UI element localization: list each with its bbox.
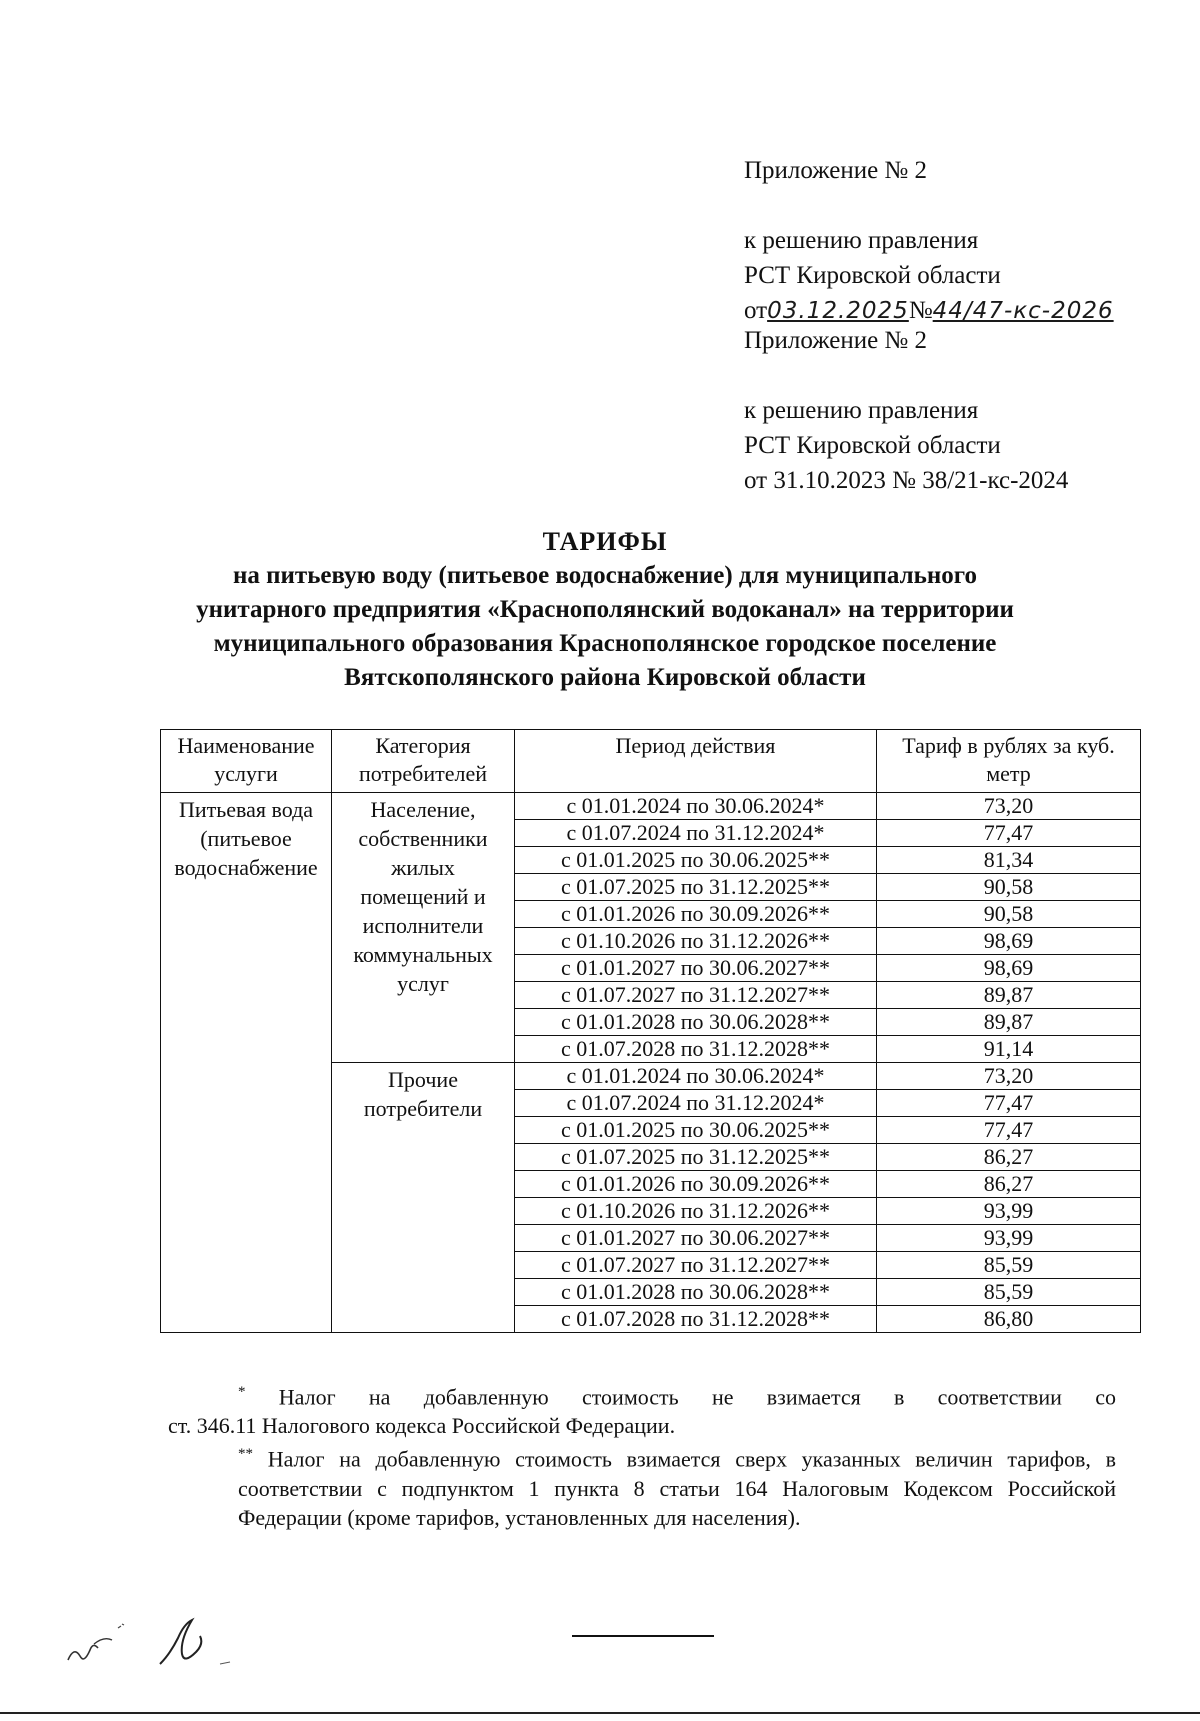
footnote-1-line1: Налог на добавленную стоимость не взимается в соответствии со — [278, 1384, 1116, 1410]
footnote-1-cont: ст. 346.11 Налогового кодекса Российской Федерации. — [168, 1413, 676, 1439]
tariff-cell: 86,27 — [877, 1171, 1141, 1198]
tariff-cell: 86,27 — [877, 1144, 1141, 1171]
annex-new-from-label: от — [744, 297, 768, 324]
tariff-cell: 86,80 — [877, 1306, 1141, 1333]
tariff-cell: 98,69 — [877, 928, 1141, 955]
tariff-cell: 81,34 — [877, 847, 1141, 874]
tariff-cell: 77,47 — [877, 1117, 1141, 1144]
tariff-cell: 91,14 — [877, 1036, 1141, 1063]
tariff-table — [160, 729, 1141, 1333]
header-period: Период действия — [515, 730, 877, 793]
annex-new-block — [744, 153, 1114, 329]
tariff-cell: 93,99 — [877, 1225, 1141, 1252]
header-tariff: Тариф в рублях за куб. метр — [877, 730, 1141, 793]
annex-new-title: Приложение № 2 — [744, 157, 928, 184]
consumer-category-cell: Население, собственники жилых помещений и исполнители коммунальных услуг — [332, 793, 515, 1063]
annex-new-handwritten-number: 44/47-кс-2026 — [932, 298, 1114, 324]
period-cell: с 01.01.2025 по 30.06.2025** — [515, 1117, 877, 1144]
heading-line1: на питьевую воду (питьевое водоснабжение) для муниципального — [232, 562, 978, 589]
tariff-cell: 73,20 — [877, 1063, 1141, 1090]
period-cell: с 01.10.2026 по 31.12.2026** — [515, 928, 877, 955]
period-cell: с 01.07.2028 по 31.12.2028** — [515, 1036, 877, 1063]
tariff-cell: 98,69 — [877, 955, 1141, 982]
period-cell: с 01.07.2025 по 31.12.2025** — [515, 1144, 877, 1171]
heading-main: ТАРИФЫ — [542, 527, 668, 556]
tariff-cell: 73,20 — [877, 793, 1141, 820]
annex-old-line1: к решению правления — [744, 397, 979, 424]
annex-old-block — [744, 323, 1068, 498]
period-cell: с 01.01.2027 по 30.06.2027** — [515, 955, 877, 982]
tariff-cell: 77,47 — [877, 1090, 1141, 1117]
heading-line3: муниципального образования Краснополянское городское поселение — [213, 630, 997, 657]
tariff-cell: 90,58 — [877, 874, 1141, 901]
annex-new-line1: к решению правления — [744, 227, 979, 254]
period-cell: с 01.07.2028 по 31.12.2028** — [515, 1306, 877, 1333]
header-category: Категория потребителей — [332, 730, 515, 793]
period-cell: с 01.01.2025 по 30.06.2025** — [515, 847, 877, 874]
annex-new-number-label: № — [908, 297, 933, 324]
signature-icon — [60, 1598, 260, 1678]
annex-old-line2: РСТ Кировской области — [744, 432, 1001, 459]
annex-old-title: Приложение № 2 — [744, 327, 928, 354]
period-cell: с 01.01.2026 по 30.09.2026** — [515, 901, 877, 928]
annex-new-line2: РСТ Кировской области — [744, 262, 1001, 289]
tariff-cell: 89,87 — [877, 1009, 1141, 1036]
tariff-cell: 90,58 — [877, 901, 1141, 928]
period-cell: с 01.01.2027 по 30.06.2027** — [515, 1225, 877, 1252]
period-cell: с 01.07.2024 по 31.12.2024* — [515, 1090, 877, 1117]
header-service: Наименование услуги — [161, 730, 332, 793]
footnote-1-mark: * — [238, 1384, 246, 1400]
period-cell: с 01.07.2027 по 31.12.2027** — [515, 1252, 877, 1279]
annex-old-line3: от 31.10.2023 № 38/21-кс-2024 — [744, 467, 1069, 494]
period-cell: с 01.01.2024 по 30.06.2024* — [515, 793, 877, 820]
period-cell: с 01.01.2026 по 30.09.2026** — [515, 1171, 877, 1198]
table-row — [161, 793, 1141, 820]
period-cell: с 01.07.2025 по 31.12.2025** — [515, 874, 877, 901]
footnote-2-text: Налог на добавленную стоимость взимается сверх указанных величин тарифов, в соответствии с подпунктом 1 пункта 8 статьи 164 Налоговым Кодексом Российской Федерации (кроме тарифов, установленных для населения). — [238, 1446, 1116, 1530]
period-cell: с 01.01.2024 по 30.06.2024* — [515, 1063, 877, 1090]
tariff-cell: 85,59 — [877, 1279, 1141, 1306]
tariff-cell: 93,99 — [877, 1198, 1141, 1225]
consumer-category-cell: Прочие потребители — [332, 1063, 515, 1333]
document-heading — [150, 525, 1060, 695]
tariff-table-body — [161, 793, 1141, 1333]
footnote-1 — [168, 1378, 1116, 1411]
period-cell: с 01.07.2027 по 31.12.2027** — [515, 982, 877, 1009]
tariff-cell: 77,47 — [877, 820, 1141, 847]
page-bottom-edge — [0, 1712, 1200, 1714]
period-cell: с 01.01.2028 по 30.06.2028** — [515, 1009, 877, 1036]
period-cell: с 01.10.2026 по 31.12.2026** — [515, 1198, 877, 1225]
heading-line2: унитарного предприятия «Краснополянский водоканал» на территории — [196, 596, 1014, 623]
tariff-cell: 85,59 — [877, 1252, 1141, 1279]
period-cell: с 01.01.2028 по 30.06.2028** — [515, 1279, 877, 1306]
closing-rule — [572, 1635, 714, 1637]
heading-line4: Вятскополянского района Кировской области — [344, 664, 866, 691]
footnote-2 — [168, 1440, 1116, 1531]
tariff-cell: 89,87 — [877, 982, 1141, 1009]
footnotes — [168, 1378, 1116, 1532]
service-name-cell: Питьевая вода (питьевое водоснабжение — [161, 793, 332, 1333]
annex-new-handwritten-date: 03.12.2025 — [767, 298, 909, 324]
footnote-2-mark: ** — [238, 1446, 253, 1463]
period-cell: с 01.07.2024 по 31.12.2024* — [515, 820, 877, 847]
